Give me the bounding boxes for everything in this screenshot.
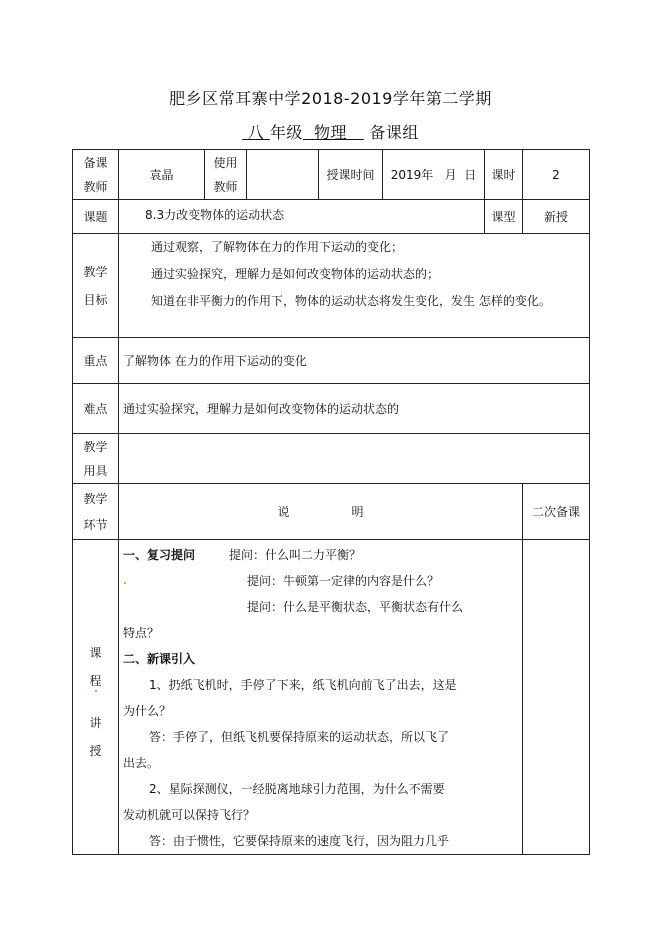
answer-1: 答：手停了，但纸飞机要保持原来的运动状态，所以飞了 [149,730,450,744]
point-2: 2、星际探测仪，一经脱离地球引力范围，为什么不需要 [149,782,445,796]
info-row [73,150,590,200]
lesson-row [73,540,590,855]
tools-row [73,434,590,484]
goals-label: 教学 目标 [73,234,119,338]
goal-item: 通过实验探究，理解力是如何改变物体的运动状态的； [151,267,440,281]
type-label: 课型 [485,200,523,234]
document-subtitle [0,120,661,143]
difficulty-value: 通过实验探究，理解力是如何改变物体的运动状态的 [119,384,590,434]
question-3: 提问：什么是平衡状态，平衡状态有什么 [247,600,464,614]
point-1-cont: 为什么？ [123,704,172,718]
point-1: 1、扔纸飞机时，手停了下来，纸飞机向前飞了出去，这是 [149,678,457,692]
goals-content [119,234,590,338]
question-3-cont: 特点？ [123,626,160,640]
section-label: 教学 环节 [73,484,119,540]
second-prep-header: 二次备课 [523,484,590,540]
lesson-label: 课 程 讲 授 [73,540,119,855]
key-point-row [73,338,590,384]
goals-row [73,234,590,338]
subject: 物理 [314,123,348,142]
tools-label: 教学 用具 [73,434,119,484]
tools-value [119,434,590,484]
teacher-label: 备课 教师 [73,150,119,200]
stray-mark [95,690,97,692]
topic-label: 课题 [73,200,119,234]
grade: 八 [247,123,265,142]
point-2-cont: 发动机就可以保持飞行？ [123,808,256,822]
answer-2: 答：由于惯性，它要保持原来的速度飞行，因为阻力几乎 [149,834,450,848]
grade-suffix: 年级 [269,123,303,142]
time-value: 2019年 月 日 [383,150,485,200]
hours-label: 课时 [485,150,523,200]
new-lesson-heading: 二、新课引入 [123,652,196,666]
time-label: 授课时间 [319,150,383,200]
lesson-content [119,540,523,855]
review-line [123,542,518,568]
second-prep-cell [523,540,590,855]
teacher-name: 袁晶 [119,150,205,200]
lesson-plan-table [72,149,590,855]
user-label: 使用 教师 [205,150,247,200]
user-name [247,150,319,200]
key-point-value: 了解物体 在力的作用下运动的变化 [119,338,590,384]
answer-1-cont: 出去。 [123,756,160,770]
section-header-row [73,484,590,540]
hours-value: 2 [523,150,590,200]
difficulty-row [73,384,590,434]
goal-item: 知道在非平衡力的作用下，物体的运动状态将发生变化，发生 怎样的变化。 [151,294,551,308]
goal-item: 通过观察，了解物体在力的作用下运动的变化； [151,240,404,254]
difficulty-label: 难点 [73,384,119,434]
type-value: 新授 [523,200,590,234]
question-2: 提问：牛顿第一定律的内容是什么？ [247,574,440,588]
review-heading: 一、复习提问 [123,548,196,562]
question-1: 提问：什么叫二力平衡？ [229,548,362,562]
key-point-label: 重点 [73,338,119,384]
stray-mark [124,582,126,584]
description-header: 说 明 [119,484,523,540]
group: 备课组 [369,123,419,142]
topic-row [73,200,590,234]
topic-value: 8.3力改变物体的运动状态 [119,200,485,234]
document-title: 肥乡区常耳寨中学2018-2019学年第二学期 [169,89,492,108]
